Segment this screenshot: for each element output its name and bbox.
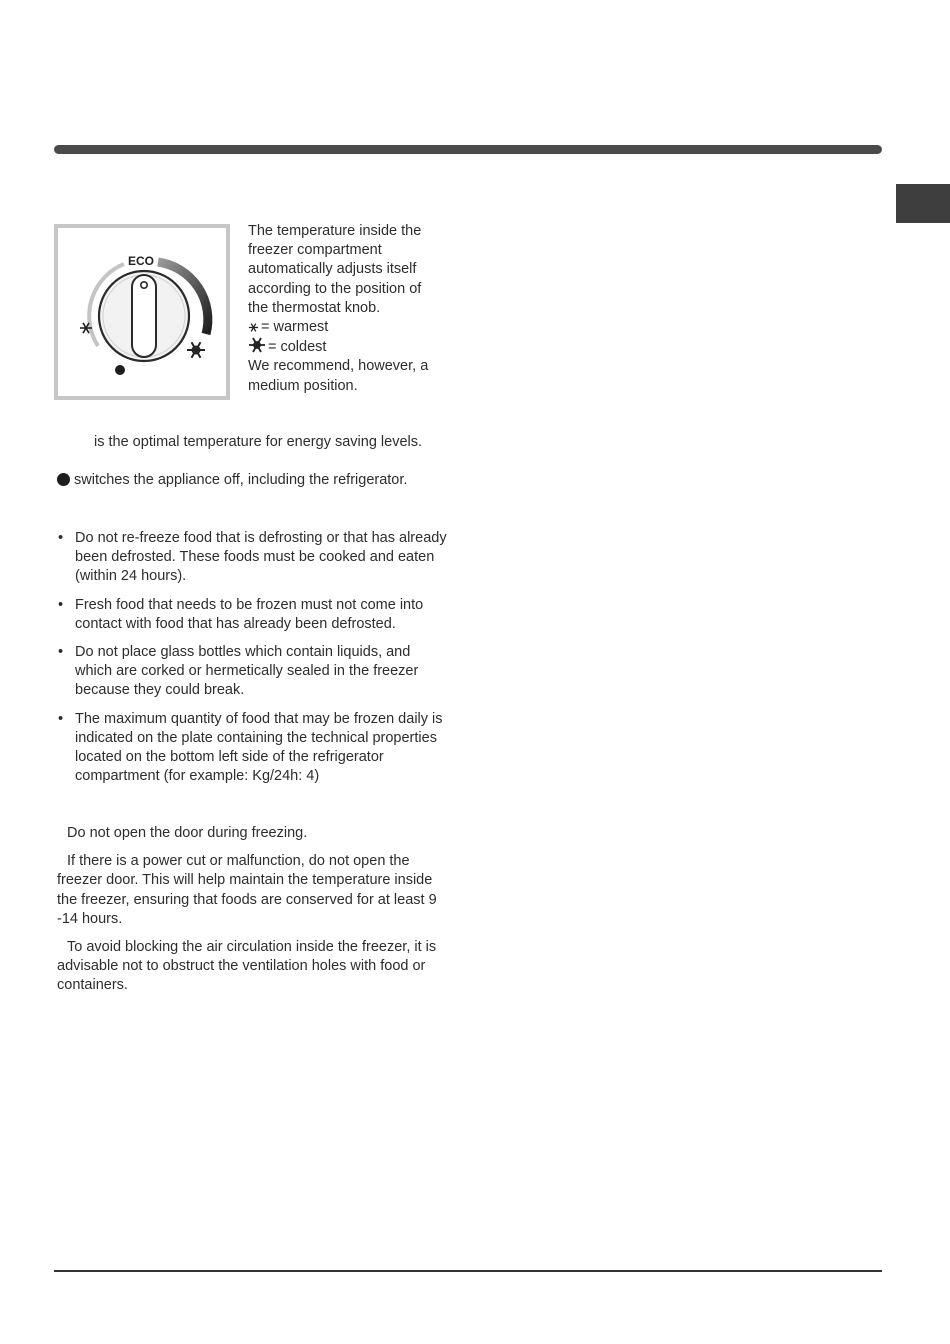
note-paragraph: To avoid blocking the air circulation inside the freezer, it is advisable not to obstruct the ventilation holes with food or containers. [57,939,437,994]
list-item-text: Do not re-freeze food that is defrosting or that has already been defrosted. These foods must be cooked and eaten (within 24 hours). [75,530,447,585]
eco-label: ECO [128,254,155,268]
off-description [57,471,447,490]
footer-rule [54,1270,882,1272]
intro-line: The temperature inside the [248,223,422,239]
off-position-dot [115,365,125,375]
intro-line: the thermostat knob. [248,299,381,316]
header-rule [54,145,882,154]
list-item: • Fresh food that needs to be frozen must not come into contact with food that has already been defrosted. [58,596,424,632]
recommend-line: medium position. [248,377,358,394]
thermostat-knob-graphic [58,228,226,396]
off-text: switches the appliance off, including the refrigerator. [74,472,408,488]
coldest-legend [248,337,448,357]
freezing-tips-list [57,529,449,795]
warmest-legend [248,318,448,337]
intro-line: freezer compartment [248,242,382,259]
list-item-text: Do not place glass bottles which contain liquids, and which are corked or hermetically sealed in the freezer because they could break. [75,644,419,699]
warmest-text: = warmest [261,319,329,336]
note-paragraph: Do not open the door during freezing. [67,825,308,841]
freezer-notes [57,824,449,1005]
large-snowflake-icon [248,337,266,353]
list-item-text: Fresh food that needs to be frozen must not come into contact with food that has already been defrosted. [75,596,424,632]
language-tab [896,184,950,223]
list-item-text: The maximum quantity of food that may be frozen daily is indicated on the plate containing the technical properties located on the bottom left side of the refrigerator compartment (for example: Kg/24h: 4) [75,710,443,785]
note-paragraph: If there is a power cut or malfunction, do not open the freezer door. This will help maintain the temperature inside the freezer, ensuring that foods are conserved for at least 9 -14 hours. [57,853,437,927]
thermostat-intro [248,222,448,396]
eco-description [57,433,447,452]
coldest-text: = coldest [268,339,327,356]
list-item: • The maximum quantity of food that may be frozen daily is indicated on the plate containing the technical properties located on the bottom left side of the refrigerator compartment (for example: Kg/24h: 4) [58,710,443,785]
off-dot-icon [57,473,70,486]
coldest-snowflake-icon [187,342,205,358]
intro-line: according to the position of [248,280,422,297]
list-item: • Do not place glass bottles which contain liquids, and which are corked or hermetically sealed in the freezer because they could break. [58,644,419,699]
thermostat-knob-illustration [54,224,230,400]
recommend-line: We recommend, however, a [248,358,429,375]
small-snowflake-icon [248,322,259,333]
eco-text: is the optimal temperature for energy saving levels. [94,434,423,450]
list-item: • Do not re-freeze food that is defrosting or that has already been defrosted. These foods must be cooked and eaten (within 24 hours). [58,530,447,585]
intro-line: automatically adjusts itself [248,261,417,278]
